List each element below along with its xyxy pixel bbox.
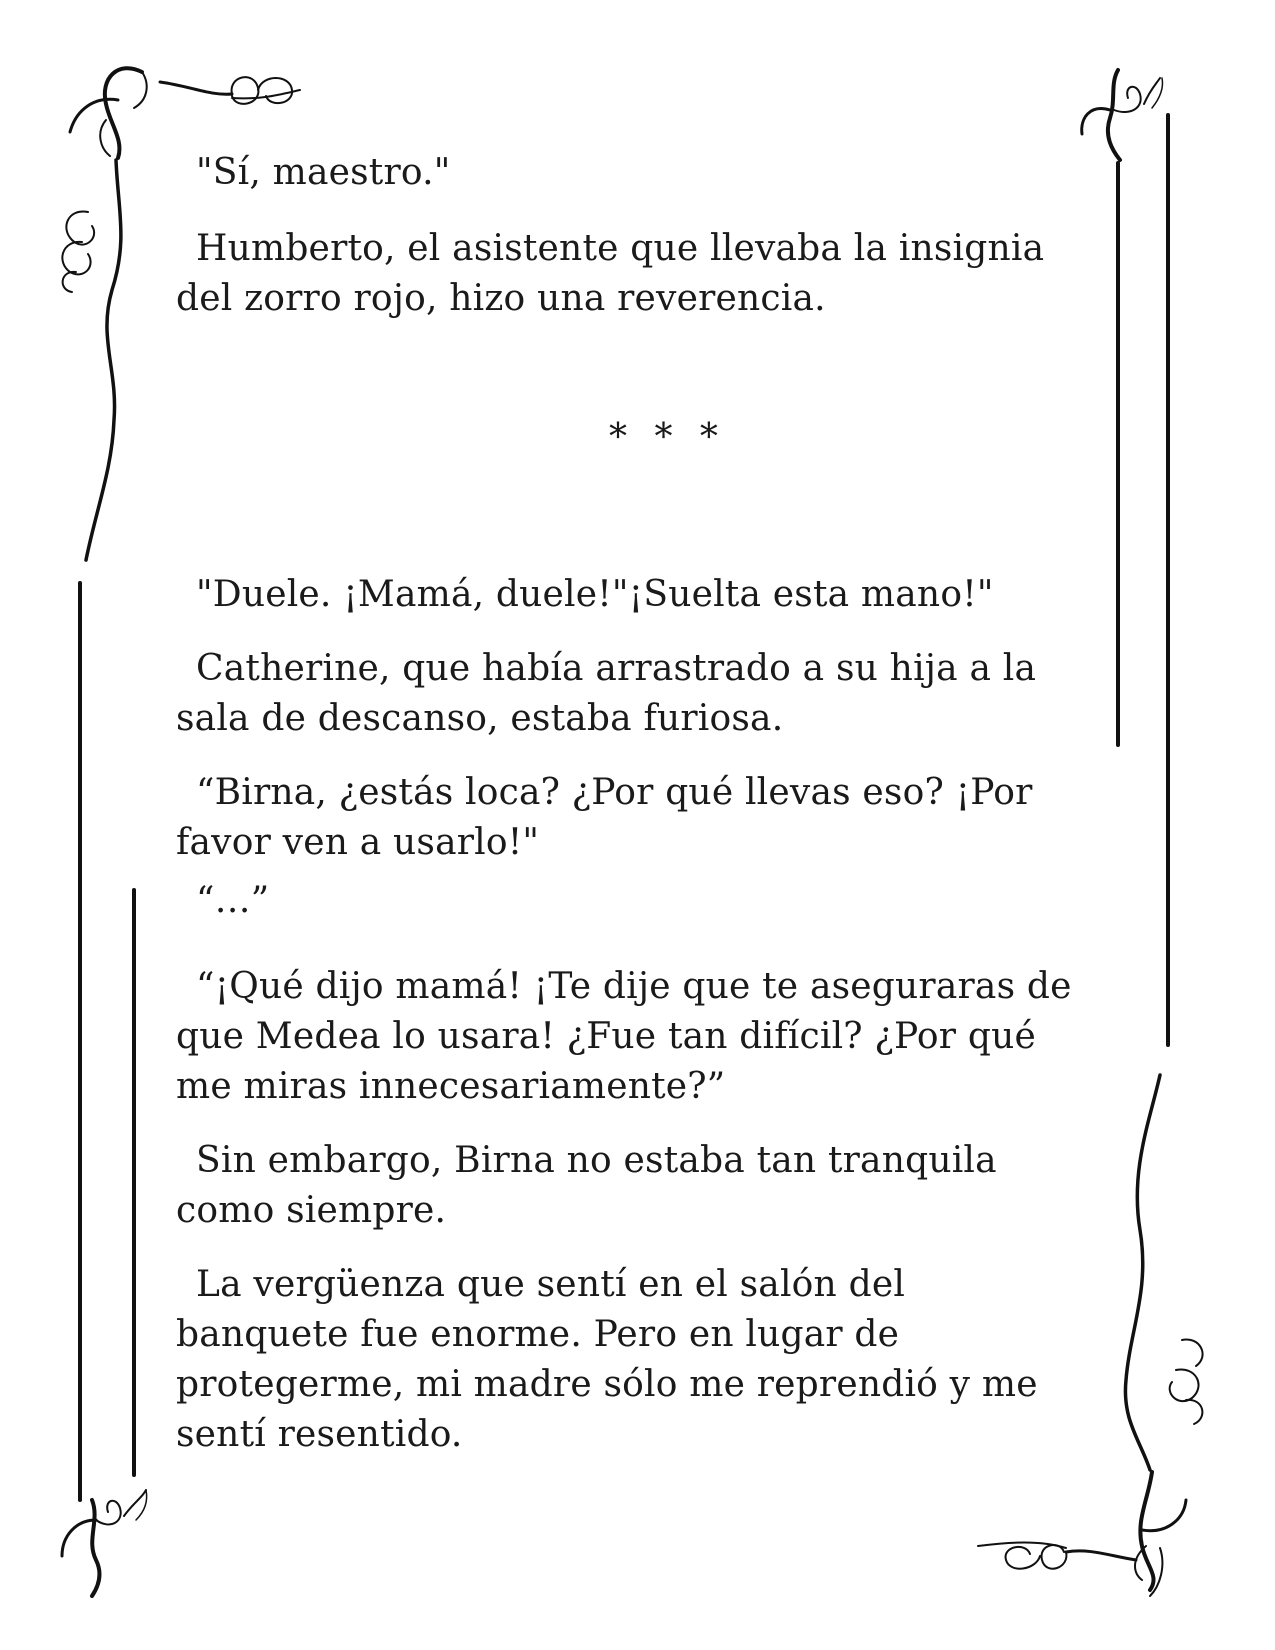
section-separator: * * * xyxy=(609,417,726,458)
paragraph-2 xyxy=(176,224,1106,324)
paragraph-line: La vergüenza que sentí en el salón del xyxy=(196,1264,906,1305)
paragraph-line: “Birna, ¿estás loca? ¿Por qué llevas eso? ¡Por xyxy=(196,772,1033,813)
paragraph-line: banquete fue enorme. Pero en lugar de xyxy=(176,1314,900,1355)
paragraph-line: “¡Qué dijo mamá! ¡Te dije que te aseguraras de xyxy=(196,966,1072,1007)
paragraph-5 xyxy=(176,768,1106,868)
paragraph-7 xyxy=(176,962,1106,1112)
paragraph-line: me miras innecesariamente?” xyxy=(176,1066,726,1107)
paragraph-line: "Duele. ¡Mamá, duele!"¡Suelta esta mano!" xyxy=(196,574,994,615)
paragraph-line: Catherine, que había arrastrado a su hija a la xyxy=(196,648,1037,689)
paragraph-line: sala de descanso, estaba furiosa. xyxy=(176,698,784,739)
paragraph-line: sentí resentido. xyxy=(176,1414,463,1455)
bottom-left-flourish-icon xyxy=(62,1490,147,1596)
paragraph-line: como siempre. xyxy=(176,1190,447,1231)
paragraph-3 xyxy=(176,570,1106,620)
paragraph-4 xyxy=(176,644,1106,744)
paragraph-1 xyxy=(176,148,1106,198)
paragraph-line: Humberto, el asistente que llevaba la insignia xyxy=(196,228,1045,269)
paragraph-line: favor ven a usarlo!" xyxy=(176,822,540,863)
paragraph-line: protegerme, mi madre sólo me reprendió y me xyxy=(176,1364,1038,1405)
paragraph-line: “…” xyxy=(196,880,270,921)
top-right-flourish-icon xyxy=(1082,70,1163,160)
paragraph-6 xyxy=(176,876,1106,926)
paragraph-line: Sin embargo, Birna no estaba tan tranquila xyxy=(196,1140,997,1181)
paragraph-line: que Medea lo usara! ¿Fue tan difícil? ¿Por qué xyxy=(176,1016,1036,1057)
paragraph-8 xyxy=(176,1136,1106,1236)
paragraph-line: del zorro rojo, hizo una reverencia. xyxy=(176,278,826,319)
paragraph-9 xyxy=(176,1260,1106,1460)
paragraph-line: "Sí, maestro." xyxy=(196,152,451,193)
